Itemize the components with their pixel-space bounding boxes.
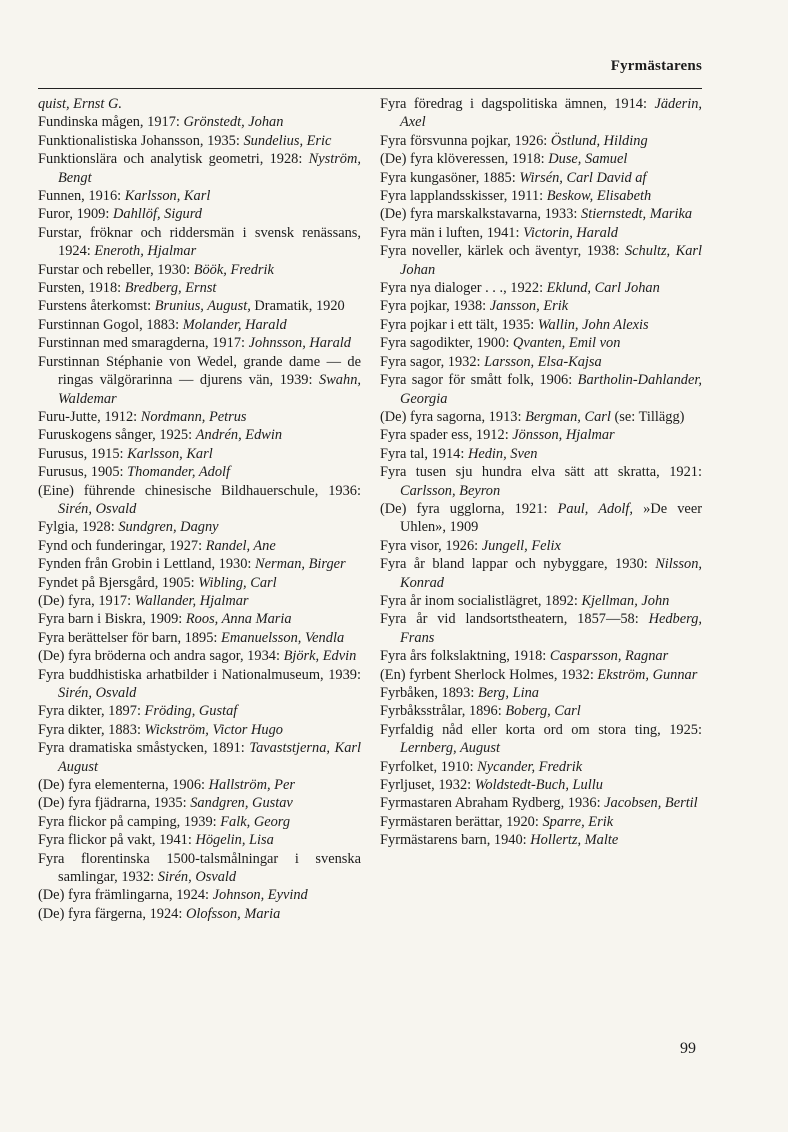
entry-title: Fynden från Grobin i Lettland, 1930: <box>38 556 256 573</box>
entry-title: Fyndet på Bjersgård, 1905: <box>38 574 199 591</box>
entry-author: Eneroth, Hjalmar <box>94 243 197 260</box>
entry-title: Furusus, 1905: <box>38 464 128 481</box>
entry-author: Brunius, August, <box>154 298 251 315</box>
entry-author: Jönsson, Hjalmar <box>512 427 615 444</box>
entry-author: Boberg, Carl <box>505 703 581 720</box>
index-entry <box>380 297 702 315</box>
index-entry <box>380 555 702 592</box>
entry-title: Fyra år bland lappar och nybyggare, 1930: <box>380 556 656 573</box>
entry-author: Casparsson, Ragnar <box>549 648 669 665</box>
entry-author: Duse, Samuel <box>548 151 628 168</box>
index-entry <box>38 905 361 923</box>
entry-author: Larsson, Elsa-Kajsa <box>484 353 602 370</box>
index-entry <box>38 592 361 610</box>
entry-title: Furu-Jutte, 1912: <box>38 408 141 425</box>
entry-author: Nerman, Birger <box>255 556 346 573</box>
entry-author: Ekström, Gunnar <box>597 666 698 683</box>
entry-title: Fyra tal, 1914: <box>380 445 468 462</box>
index-entry <box>38 850 361 887</box>
entry-title: Fyra år inom socialistlägret, 1892: <box>380 592 582 609</box>
entry-title: Fyrmästarens barn, 1940: <box>380 832 531 849</box>
index-entry <box>38 610 361 628</box>
index-entry <box>38 279 361 297</box>
index-entry <box>38 537 361 555</box>
index-entry <box>380 426 702 444</box>
entry-author: Sundgren, Dagny <box>118 519 219 536</box>
index-entry <box>380 702 702 720</box>
entry-author: Woldstedt-Buch, Lullu <box>474 777 603 794</box>
entry-author: Lernberg, August <box>400 740 500 757</box>
entry-author: Schultz, Karl Johan <box>400 243 702 278</box>
entry-title: Fyra spader ess, 1912: <box>380 427 513 444</box>
entry-title: (De) fyra klöveressen, 1918: <box>380 151 549 168</box>
entry-author: Högelin, Lisa <box>195 832 274 849</box>
entry-title: Fyrbåksstrålar, 1896: <box>380 703 506 720</box>
index-entry <box>38 794 361 812</box>
index-entry <box>38 353 361 408</box>
entry-author: Kjellman, John <box>581 592 670 609</box>
entry-title: Furstinnan med smaragderna, 1917: <box>38 335 249 352</box>
entry-author: Andrén, Edwin <box>195 427 283 444</box>
entry-title: Fyrmastaren Abraham Rydberg, 1936: <box>380 795 605 812</box>
entry-suffix: Dramatik, 1920 <box>250 298 345 315</box>
entry-author: Falk, Georg <box>220 813 291 830</box>
index-entry <box>380 592 702 610</box>
entry-author: Wirsén, Carl David af <box>519 169 647 186</box>
index-entry <box>38 261 361 279</box>
entry-author: Eklund, Carl Johan <box>546 280 660 297</box>
index-entry <box>380 610 702 647</box>
index-entry <box>380 445 702 463</box>
entry-title: Fyra noveller, kärlek och äventyr, 1938: <box>380 243 625 260</box>
entry-author: quist, Ernst G. <box>38 96 122 112</box>
entry-title: Fylgia, 1928: <box>38 519 119 536</box>
index-entry <box>38 886 361 904</box>
index-entry <box>380 242 702 279</box>
entry-title: Fyra dramatiska småstycken, 1891: <box>38 740 250 757</box>
entry-author: Randel, Ane <box>205 537 276 554</box>
index-entry <box>38 813 361 831</box>
index-entry <box>38 334 361 352</box>
entry-title: (De) fyra bröderna och andra sagor, 1934: <box>38 648 284 665</box>
entry-author: Victorin, Harald <box>523 224 618 241</box>
entry-title: (De) fyra marskalkstavarna, 1933: <box>380 206 581 223</box>
index-entry <box>38 831 361 849</box>
entry-title: Fyra år vid landsortstheatern, 1857—58: <box>380 611 649 628</box>
entry-author: Wallin, John Alexis <box>537 316 649 333</box>
index-entry <box>380 758 702 776</box>
entry-title: Fundinska mågen, 1917: <box>38 114 184 131</box>
entry-title: (De) fyra elementerna, 1906: <box>38 777 209 794</box>
entry-author: Karlsson, Karl <box>127 445 213 462</box>
entry-author: Berg, Lina <box>477 685 539 701</box>
index-entry <box>380 371 702 408</box>
entry-title: Fyra lapplandsskisser, 1911: <box>380 188 547 205</box>
entry-title: Fyra barn i Biskra, 1909: <box>38 611 186 628</box>
entry-author: Tavaststjerna, Karl August <box>58 740 362 775</box>
entry-title: (De) fyra, 1917: <box>38 592 135 609</box>
entry-title: Fyra pojkar, 1938: <box>380 298 490 315</box>
index-entry <box>38 739 361 776</box>
entry-title: (De) fyra färgerna, 1924: <box>38 905 186 922</box>
index-entry <box>380 334 702 352</box>
entry-title: Furstinnan Stéphanie von Wedel, grande dame — de ringas välgörarinna — djurens vän, 1939: <box>38 353 361 389</box>
entry-title: Funktionalistiska Johansson, 1935: <box>38 132 244 149</box>
entry-author: Swahn, Waldemar <box>58 372 361 407</box>
entry-title: Fyrmästaren berättar, 1920: <box>380 813 543 830</box>
index-entry <box>380 187 702 205</box>
entry-suffix: »De veer Uhlen», 1909 <box>400 500 702 536</box>
index-entry <box>380 408 702 426</box>
entry-title: Furusus, 1915: <box>38 445 128 462</box>
entry-title: (De) fyra främlingarna, 1924: <box>38 887 213 904</box>
entry-suffix: (se: Tillägg) <box>610 408 685 425</box>
entry-author: Olofsson, Maria <box>185 905 281 922</box>
entry-title: (De) fyra ugglorna, 1921: <box>380 500 558 517</box>
entry-author: Nycander, Fredrik <box>477 758 583 775</box>
entry-title: Funnen, 1916: <box>38 188 125 205</box>
entry-title: Fyra sagor, 1932: <box>380 353 485 370</box>
index-entry <box>380 537 702 555</box>
entry-title: Fyra buddhistiska arhatbilder i Nationalmuseum, 1939: <box>38 666 361 683</box>
entry-author: Jacobsen, Bertil <box>604 795 698 812</box>
index-entry <box>38 95 361 113</box>
index-entry <box>380 684 702 702</box>
index-entry <box>380 500 702 537</box>
index-entry <box>38 445 361 463</box>
entry-title: (Eine) führende chinesische Bildhauerschule, 1936: <box>38 482 361 499</box>
entry-title: Fyra dikter, 1883: <box>38 721 145 738</box>
entry-author: Wibling, Carl <box>198 574 277 591</box>
entry-author: Nyström, Bengt <box>58 151 361 186</box>
entry-author: Hallström, Per <box>208 777 295 794</box>
index-entry <box>38 518 361 536</box>
entry-title: Furstar och rebeller, 1930: <box>38 261 194 278</box>
entry-author: Östlund, Hilding <box>550 132 648 149</box>
entry-author: Fröding, Gustaf <box>144 703 238 720</box>
entry-title: Furstinnan Gogol, 1883: <box>38 316 183 333</box>
index-entry <box>380 721 702 758</box>
index-entry <box>380 463 702 500</box>
entry-title: Fyra berättelser för barn, 1895: <box>38 629 222 646</box>
entry-title: Furuskogens sånger, 1925: <box>38 427 196 444</box>
entry-title: Fyra flickor på vakt, 1941: <box>38 832 196 849</box>
index-entry <box>380 353 702 371</box>
entry-title: Funktionslära och analytisk geometri, 1928: <box>38 151 309 168</box>
index-entry <box>38 316 361 334</box>
index-entry <box>38 629 361 647</box>
entry-author: Björk, Edvin <box>283 648 357 665</box>
entry-title: Fyra sagodikter, 1900: <box>380 335 513 352</box>
index-entry <box>38 113 361 131</box>
entry-author: Bredberg, Ernst <box>124 280 217 297</box>
entry-title: Fyra män i luften, 1941: <box>380 224 524 241</box>
index-entry <box>38 150 361 187</box>
entry-title: Fyra dikter, 1897: <box>38 703 145 720</box>
entry-author: Karlsson, Karl <box>124 188 211 205</box>
entry-title: Fyrljuset, 1932: <box>380 777 475 794</box>
entry-author: Sirén, Osvald <box>157 869 237 886</box>
index-entry <box>38 574 361 592</box>
entry-author: Thomander, Adolf <box>127 464 231 481</box>
entry-author: Bartholin-Dahlander, Georgia <box>400 372 702 407</box>
entry-author: Sirén, Osvald <box>58 500 137 517</box>
index-entry <box>380 666 702 684</box>
entry-title: Furstar, fröknar och riddersmän i svensk renässans, 1924: <box>38 224 361 260</box>
entry-author: Hedin, Sven <box>467 445 538 462</box>
entry-author: Sparre, Erik <box>542 813 614 830</box>
entry-author: Paul, Adolf, <box>557 500 633 517</box>
entry-author: Wallander, Hjalmar <box>134 592 249 609</box>
page-number: 99 <box>680 1040 696 1057</box>
entry-title: Fyra års folkslaktning, 1918: <box>380 648 550 665</box>
entry-title: Furstens återkomst: <box>38 298 155 315</box>
index-entry <box>38 776 361 794</box>
entry-title: Fyra visor, 1926: <box>380 537 482 554</box>
entry-author: Dahllöf, Sigurd <box>112 206 202 223</box>
entry-title: Fyra kungasöner, 1885: <box>380 169 520 186</box>
index-entry <box>380 169 702 187</box>
entry-author: Jansson, Erik <box>489 298 569 315</box>
entry-title: (En) fyrbent Sherlock Holmes, 1932: <box>380 666 598 683</box>
entry-author: Wickström, Victor Hugo <box>144 721 283 738</box>
index-entry <box>38 224 361 261</box>
index-entry <box>380 316 702 334</box>
entry-title: Fynd och funderingar, 1927: <box>38 537 206 554</box>
entry-author: Qvanten, Emil von <box>512 335 621 352</box>
index-entry <box>380 794 702 812</box>
entry-author: Johnson, Eyvind <box>212 887 308 904</box>
index-entry <box>380 150 702 168</box>
index-entry <box>38 187 361 205</box>
entry-author: Emanuelsson, Vendla <box>221 629 345 646</box>
entry-author: Böök, Fredrik <box>193 261 274 278</box>
entry-title: Fyra nya dialoger . . ., 1922: <box>380 280 547 297</box>
index-entry <box>38 426 361 444</box>
entry-title: Fyra pojkar i ett tält, 1935: <box>380 316 538 333</box>
running-header: Fyrmästarens <box>610 58 702 74</box>
index-entry <box>380 279 702 297</box>
index-entry <box>380 647 702 665</box>
entry-author: Hollertz, Malte <box>530 832 619 849</box>
index-entry <box>38 666 361 703</box>
entry-title: (De) fyra sagorna, 1913: <box>380 408 526 425</box>
entry-title: Fyrfaldig nåd eller korta ord om stora ting, 1925: <box>380 721 702 738</box>
entry-author: Jungell, Felix <box>481 537 561 554</box>
entry-title: Fyra florentinska 1500-talsmålningar i svenska samlingar, 1932: <box>38 850 361 886</box>
entry-author: Sirén, Osvald <box>58 685 137 701</box>
entry-title: Furor, 1909: <box>38 206 113 223</box>
entry-author: Sundelius, Eric <box>243 132 332 149</box>
index-entry <box>380 224 702 242</box>
index-entry <box>38 702 361 720</box>
entry-author: Nilsson, Konrad <box>400 556 702 591</box>
entry-author: Hedberg, Frans <box>400 611 702 646</box>
index-entry <box>38 647 361 665</box>
index-entry <box>38 408 361 426</box>
index-entry <box>38 205 361 223</box>
index-entry <box>380 776 702 794</box>
entry-author: Sandgren, Gustav <box>190 795 293 812</box>
index-entry <box>380 205 702 223</box>
entry-title: Fyrfolket, 1910: <box>380 758 478 775</box>
index-entry <box>38 721 361 739</box>
entry-author: Carlsson, Beyron <box>400 482 501 499</box>
index-entry <box>38 463 361 481</box>
header-rule <box>38 88 702 89</box>
entry-author: Stiernstedt, Marika <box>581 206 693 223</box>
index-entry <box>38 132 361 150</box>
entry-author: Nordmann, Petrus <box>140 408 247 425</box>
left-column <box>38 95 361 923</box>
index-entry <box>380 813 702 831</box>
entry-title: Fyra flickor på camping, 1939: <box>38 813 221 830</box>
entry-title: (De) fyra fjädrarna, 1935: <box>38 795 191 812</box>
entry-title: Fyra försvunna pojkar, 1926: <box>380 132 551 149</box>
index-entry <box>380 95 702 132</box>
entry-author: Bergman, Carl <box>525 408 611 425</box>
entry-title: Fyra sagor för smått folk, 1906: <box>380 372 578 389</box>
index-entry <box>380 831 702 849</box>
index-entry <box>380 132 702 150</box>
entry-title: Fursten, 1918: <box>38 280 125 297</box>
index-entry <box>38 297 361 315</box>
entry-title: Fyra föredrag i dagspolitiska ämnen, 1914: <box>380 96 655 112</box>
entry-author: Jäderin, Axel <box>400 96 702 131</box>
entry-author: Molander, Harald <box>182 316 287 333</box>
entry-author: Johnsson, Harald <box>248 335 351 352</box>
entry-author: Beskow, Elisabeth <box>546 188 652 205</box>
index-entry <box>38 482 361 519</box>
entry-author: Roos, Anna Maria <box>185 611 292 628</box>
index-entry <box>38 555 361 573</box>
entry-author: Grönstedt, Johan <box>183 114 284 131</box>
entry-title: Fyra tusen sju hundra elva sätt att skratta, 1921: <box>380 464 702 481</box>
right-column <box>380 95 702 850</box>
entry-title: Fyrbåken, 1893: <box>380 685 478 701</box>
